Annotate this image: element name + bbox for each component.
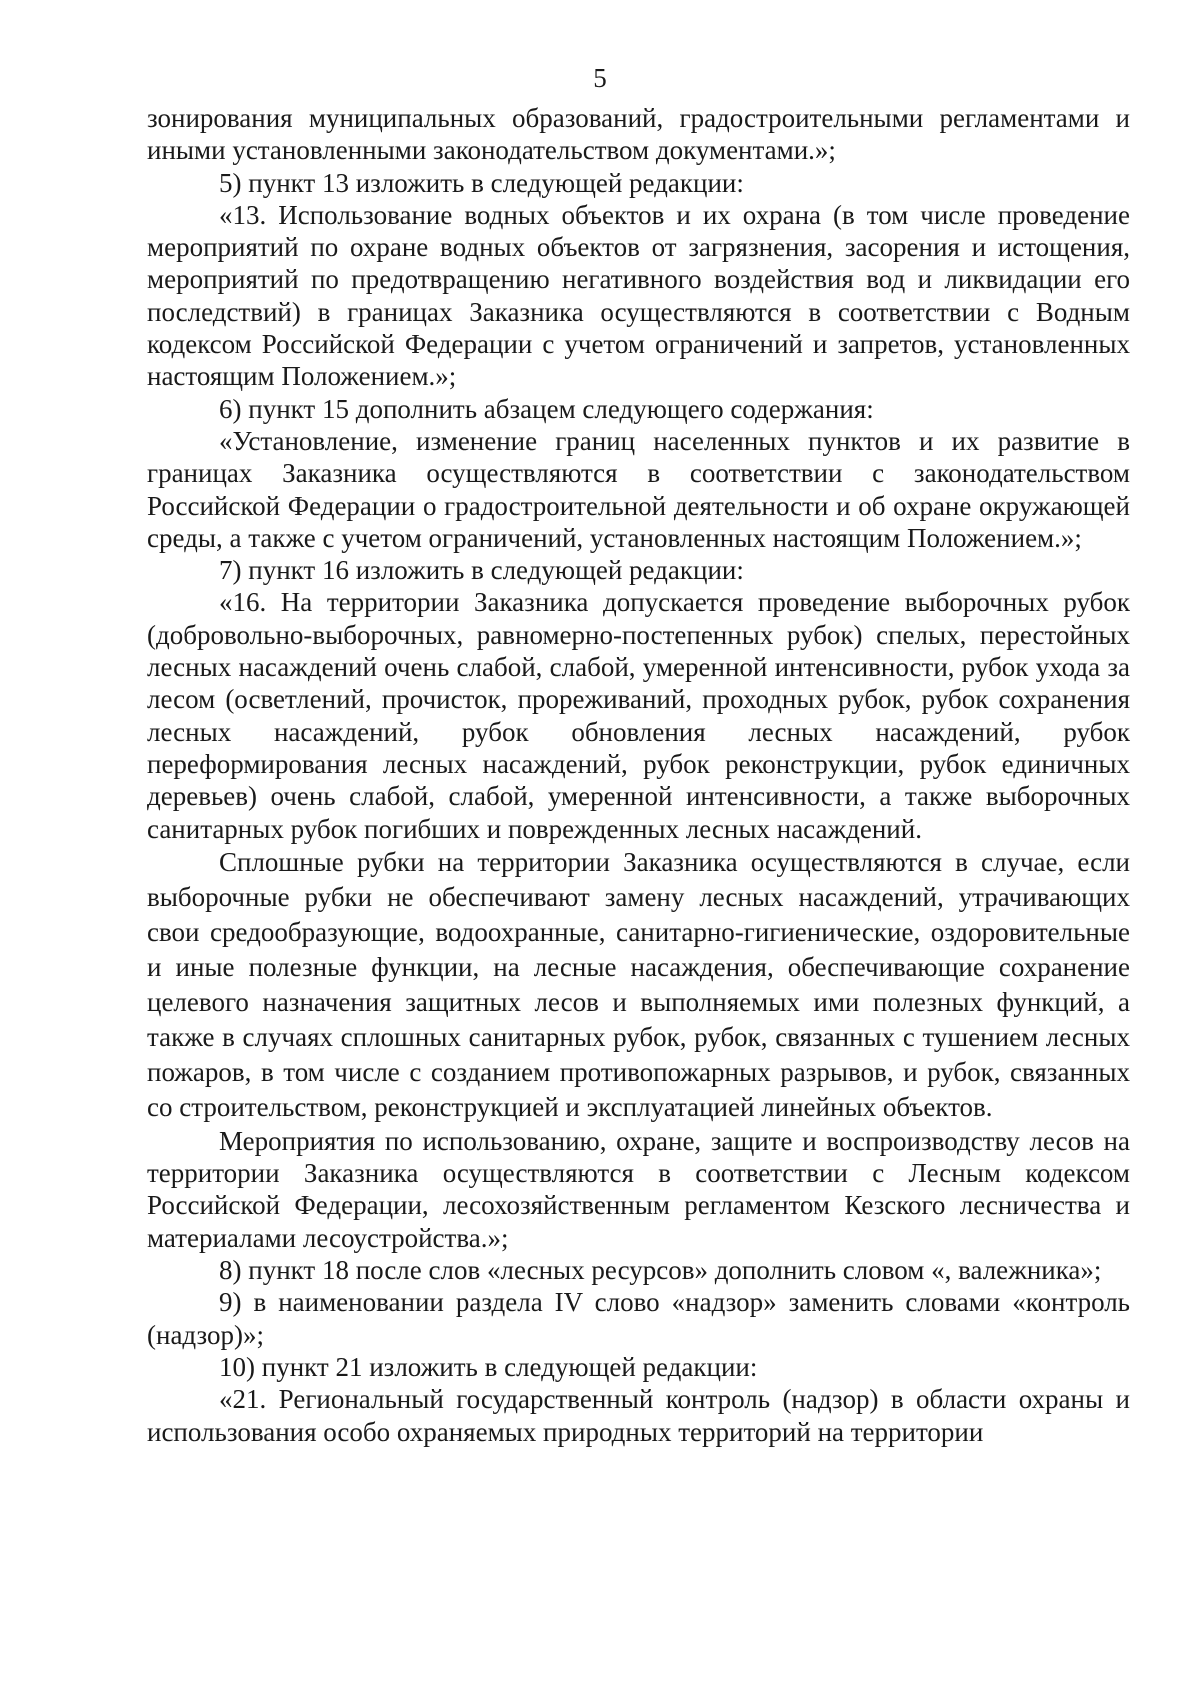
paragraph-13: «21. Региональный государственный контроль (надзор) в области охраны и использования особо охраняемых природных территорий на территории — [147, 1384, 1130, 1447]
paragraph-3: «13. Использование водных объектов и их охрана (в том числе проведение мероприятий по охране водных объектов от загрязнения, засорения и истощения, мероприятий по предотвращению негативного воздействия вод и ликвидации его последствий) в границах Заказника осуществляются в соответствии с Водным кодексом Российской Федерации с учетом ограничений и запретов, установленных настоящим Положением.»; — [147, 199, 1130, 392]
paragraph-4: 6) пункт 15 дополнить абзацем следующего содержания: — [219, 393, 874, 424]
paragraph-10: 8) пункт 18 после слов «лесных ресурсов» дополнить словом «, валежника»; — [219, 1255, 1102, 1286]
paragraph-5: «Установление, изменение границ населенных пунктов и их развитие в границах Заказника осуществляются в соответствии с законодательством Российской Федерации о градостроительной деятельности и об охране окружающей среды, а также с учетом ограничений, установленных настоящим Положением.»; — [147, 425, 1130, 553]
paragraph-9: Мероприятия по использованию, охране, защите и воспроизводству лесов на территории Заказника осуществляются в соответствии с Лесным кодексом Российской Федерации, лесохозяйственным регламентом Кезского лесничества и материалами лесоустройства.»; — [147, 1125, 1130, 1253]
paragraph-7: «16. На территории Заказника допускается проведение выборочных рубок (добровольно-выборочных, равномерно-постепенных рубок) спелых, перестойных лесных насаждений очень слабой, слабой, умеренной интенсивности, рубок ухода за лесом (осветлений, прочисток, прореживаний, проходных рубок, рубок сохранения лесных насаждений, рубок обновления лесных насаждений, рубок переформирования лесных насаждений, рубок реконструкции, рубок единичных деревьев) очень слабой, слабой, умеренной интенсивности, а также выборочных санитарных рубок погибших и поврежденных лесных насаждений. — [147, 587, 1130, 844]
page-number: 5 — [593, 63, 607, 93]
paragraph-11: 9) в наименовании раздела IV слово «надзор» заменить словами «контроль (надзор)»; — [147, 1287, 1130, 1350]
paragraph-8: Сплошные рубки на территории Заказника осуществляются в случае, если выборочные рубки не обеспечивают замену лесных насаждений, утрачивающих свои средообразующие, водоохранные, санитарно-гигиенические, оздоровительные и иные полезные функции, на лесные насаждения, обеспечивающие сохранение целевого назначения защитных лесов и выполняемых ими полезных функций, а также в случаях сплошных санитарных рубок, рубок, связанных с тушением лесных пожаров, в том числе с созданием противопожарных разрывов, и рубок, связанных со строительством, реконструкцией и эксплуатацией линейных объектов. — [147, 846, 1130, 1122]
paragraph-12: 10) пункт 21 изложить в следующей редакции: — [219, 1351, 758, 1382]
document-body — [147, 102, 1130, 1448]
paragraph-6: 7) пункт 16 изложить в следующей редакции: — [219, 555, 744, 586]
paragraph-2: 5) пункт 13 изложить в следующей редакции: — [219, 167, 744, 198]
paragraph-1: зонирования муниципальных образований, градостроительными регламентами и иными установленными законодательством документами.»; — [147, 103, 1130, 166]
